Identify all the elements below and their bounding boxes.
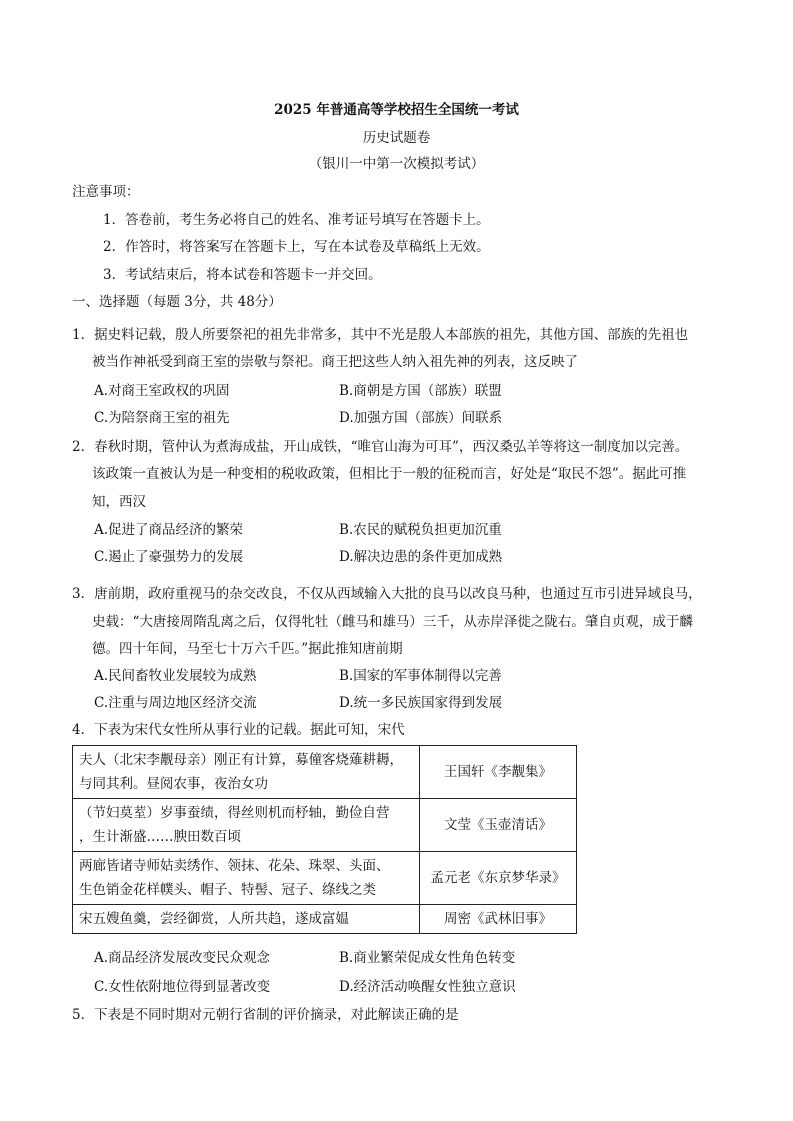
notice-item: 1．答卷前，考生务必将自己的姓名、准考证号填写在答题卡上。 bbox=[103, 212, 490, 228]
question-5-line: 5．下表是不同时期对元朝行省制的评价摘录，对此解读正确的是 bbox=[72, 1007, 459, 1023]
notice-heading: 注意事项： bbox=[72, 184, 140, 200]
table-cell-source: 王国轩《李觏集》 bbox=[420, 746, 577, 799]
question-3-option-b: B.国家的军事体制得以完善 bbox=[339, 668, 502, 684]
exam-title: 2025 年普通高等学校招生全国统一考试 bbox=[274, 102, 519, 118]
question-2-option-b: B.农民的赋税负担更加沉重 bbox=[339, 522, 502, 538]
table-cell-source: 孟元老《东京梦华录》 bbox=[420, 852, 577, 905]
question-4-line: 4．下表为宋代女性所从事行业的记载。据此可知，宋代 bbox=[72, 722, 405, 738]
notice-item: 2．作答时，将答案写在答题卡上，写在本试卷及草稿纸上无效。 bbox=[103, 239, 490, 255]
question-3-line: 德。四十年间，马至七十万六千匹。”据此推知唐前期 bbox=[92, 641, 403, 657]
question-2-option-a: A.促进了商品经济的繁荣 bbox=[94, 522, 244, 538]
question-4-option-a: A.商品经济发展改变民众观念 bbox=[94, 950, 271, 966]
table-row bbox=[73, 746, 577, 799]
question-2-line: 该政策一直被认为是一种变相的税收政策，但相比于一般的征税而言，好处是“取民不怨”。据此可推 bbox=[92, 466, 687, 482]
question-1-option-d: D.加强方国（部族）间联系 bbox=[339, 410, 503, 426]
table-cell-source: 周密《武林旧事》 bbox=[420, 905, 577, 934]
question-3-option-a: A.民间畜牧业发展较为成熟 bbox=[94, 668, 257, 684]
record-line: 夫人（北宋李觏母亲）刚正有计算，募僮客烧薙耕耨， bbox=[79, 752, 403, 768]
exam-subtitle: 历史试题卷 bbox=[362, 130, 431, 146]
table-row bbox=[73, 799, 577, 852]
question-2-option-d: D.解决边患的条件更加成熟 bbox=[339, 549, 503, 565]
table-row bbox=[73, 852, 577, 905]
record-line: 宋五嫂鱼羹，尝经御赏，人所共趋，遂成富媪 bbox=[79, 911, 349, 927]
exam-name: （银川一中第一次模拟考试） bbox=[308, 156, 485, 172]
question-4-option-c: C.女性依附地位得到显著改变 bbox=[94, 979, 271, 995]
section-heading: 一、选择题（每题 3分，共 48分） bbox=[72, 294, 282, 310]
record-line: （节妇莫荎）岁事蚕绩，得丝则机而杼轴，勤俭自营 bbox=[79, 805, 390, 821]
question-1-option-b: B.商朝是方国（部族）联盟 bbox=[339, 383, 502, 399]
record-line: 生色销金花样幞头、帽子、特髻、冠子、绦线之类 bbox=[79, 882, 376, 898]
record-line: 与同其利。昼阅农事，夜治女功 bbox=[79, 776, 268, 792]
question-1-option-c: C.为陪祭商王室的祖先 bbox=[94, 410, 230, 426]
question-2-option-c: C.遏止了豪强势力的发展 bbox=[94, 549, 244, 565]
question-2-line: 知，西汉 bbox=[92, 494, 146, 510]
question-1-line: 被当作神祇受到商王室的崇敬与祭祀。商王把这些人纳入祖先神的列表，这反映了 bbox=[92, 354, 578, 370]
question-3-line: 3．唐前期，政府重视马的杂交改良，不仅从西域输入大批的良马以改良马种，也通过互市引进异域良马， bbox=[72, 586, 702, 602]
table-cell-record bbox=[73, 746, 420, 799]
table-row bbox=[73, 905, 577, 934]
question-4-option-b: B.商业繁荣促成女性角色转变 bbox=[339, 950, 516, 966]
table-cell-source: 文莹《玉壶清话》 bbox=[420, 799, 577, 852]
question-3-option-d: D.统一多民族国家得到发展 bbox=[339, 695, 503, 711]
table-cell-record bbox=[73, 799, 420, 852]
table-cell-record bbox=[73, 905, 420, 934]
question-1-line: 1．据史料记载，殷人所要祭祀的祖先非常多，其中不光是殷人本部族的祖先，其他方国、部族的先祖也 bbox=[72, 327, 689, 343]
question-2-line: 2．春秋时期，管仲认为煮海成盐，开山成铁，“唯官山海为可耳”，西汉桑弘羊等将这一制度加以完善。 bbox=[72, 439, 689, 455]
table-cell-record bbox=[73, 852, 420, 905]
question-4-table bbox=[72, 745, 577, 934]
question-3-option-c: C.注重与周边地区经济交流 bbox=[94, 695, 257, 711]
record-line: ，生计渐盛……腴田数百顷 bbox=[79, 829, 241, 845]
question-3-line: 史载：“大唐接周隋乱离之后，仅得牝牡（雌马和雄马）三千，从赤岸泽徙之陇右。肇自贞观，成于麟 bbox=[92, 614, 693, 630]
record-line: 两廊皆诸寺师姑卖绣作、领抹、花朵、珠翠、头面、 bbox=[79, 858, 390, 874]
question-1-option-a: A.对商王室政权的巩固 bbox=[94, 383, 230, 399]
notice-item: 3．考试结束后，将本试卷和答题卡一并交回。 bbox=[103, 267, 382, 283]
question-4-option-d: D.经济活动唤醒女性独立意识 bbox=[339, 979, 516, 995]
